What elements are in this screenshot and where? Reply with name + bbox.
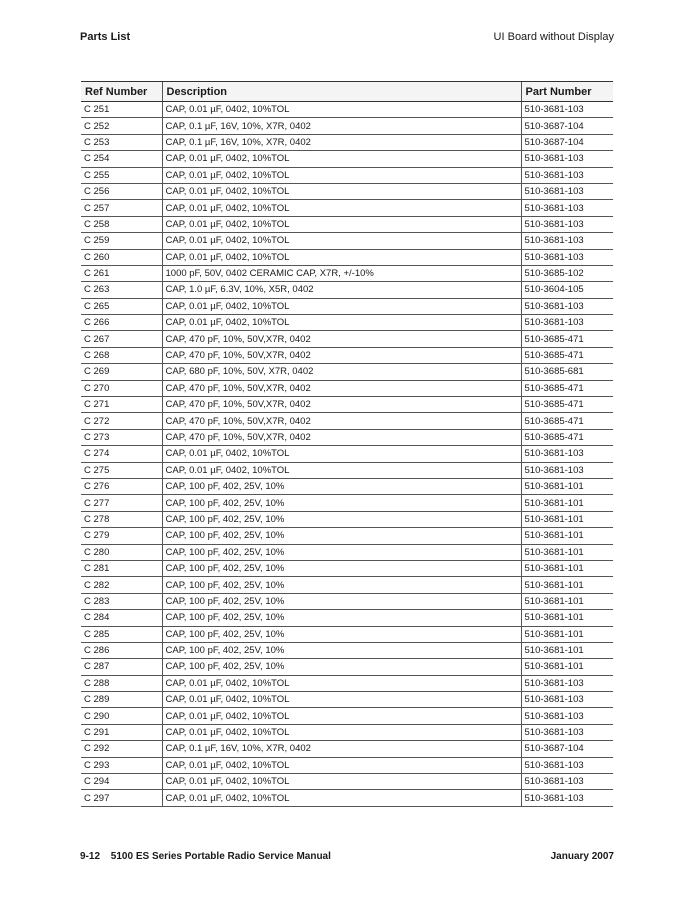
description-cell: CAP, 1.0 µF, 6.3V, 10%, X5R, 0402: [162, 282, 521, 298]
ref-number-cell: C 261: [81, 265, 162, 281]
column-header-ref-number: Ref Number: [81, 82, 162, 102]
ref-number-cell: C 290: [81, 708, 162, 724]
table-row: [81, 560, 613, 576]
table-row: [81, 183, 613, 199]
description-cell: CAP, 100 pF, 402, 25V, 10%: [162, 610, 521, 626]
description-cell: CAP, 100 pF, 402, 25V, 10%: [162, 659, 521, 675]
table-header-row: [81, 82, 613, 102]
table-row: [81, 315, 613, 331]
part-number-cell: 510-3685-681: [521, 364, 613, 380]
ref-number-cell: C 289: [81, 692, 162, 708]
description-cell: CAP, 100 pF, 402, 25V, 10%: [162, 544, 521, 560]
ref-number-cell: C 265: [81, 298, 162, 314]
ref-number-cell: C 251: [81, 102, 162, 118]
part-number-cell: 510-3681-103: [521, 200, 613, 216]
description-cell: CAP, 0.01 µF, 0402, 10%TOL: [162, 462, 521, 478]
table-row: [81, 478, 613, 494]
table-row: [81, 331, 613, 347]
footer-manual-title: 5100 ES Series Portable Radio Service Manual: [110, 851, 331, 862]
part-number-cell: 510-3681-101: [521, 495, 613, 511]
ref-number-cell: C 269: [81, 364, 162, 380]
description-cell: CAP, 0.01 µF, 0402, 10%TOL: [162, 757, 521, 773]
ref-number-cell: C 282: [81, 577, 162, 593]
description-cell: CAP, 0.01 µF, 0402, 10%TOL: [162, 183, 521, 199]
part-number-cell: 510-3681-103: [521, 167, 613, 183]
part-number-cell: 510-3604-105: [521, 282, 613, 298]
table-row: [81, 757, 613, 773]
ref-number-cell: C 253: [81, 134, 162, 150]
description-cell: CAP, 0.01 µF, 0402, 10%TOL: [162, 167, 521, 183]
ref-number-cell: C 252: [81, 118, 162, 134]
part-number-cell: 510-3681-101: [521, 528, 613, 544]
ref-number-cell: C 285: [81, 626, 162, 642]
ref-number-cell: C 293: [81, 757, 162, 773]
description-cell: CAP, 100 pF, 402, 25V, 10%: [162, 593, 521, 609]
ref-number-cell: C 266: [81, 315, 162, 331]
table-row: [81, 151, 613, 167]
table-row: [81, 446, 613, 462]
ref-number-cell: C 260: [81, 249, 162, 265]
footer-date: January 2007: [550, 851, 614, 862]
table-row: [81, 642, 613, 658]
ref-number-cell: C 292: [81, 741, 162, 757]
ref-number-cell: C 256: [81, 183, 162, 199]
table-row: [81, 610, 613, 626]
description-cell: CAP, 0.01 µF, 0402, 10%TOL: [162, 774, 521, 790]
description-cell: CAP, 0.01 µF, 0402, 10%TOL: [162, 249, 521, 265]
column-header-description: Description: [162, 82, 521, 102]
ref-number-cell: C 297: [81, 790, 162, 806]
ref-number-cell: C 275: [81, 462, 162, 478]
ref-number-cell: C 279: [81, 528, 162, 544]
description-cell: CAP, 0.01 µF, 0402, 10%TOL: [162, 724, 521, 740]
ref-number-cell: C 291: [81, 724, 162, 740]
table-row: [81, 675, 613, 691]
table-row: [81, 741, 613, 757]
part-number-cell: 510-3687-104: [521, 118, 613, 134]
description-cell: CAP, 100 pF, 402, 25V, 10%: [162, 642, 521, 658]
description-cell: CAP, 470 pF, 10%, 50V,X7R, 0402: [162, 429, 521, 445]
description-cell: CAP, 470 pF, 10%, 50V,X7R, 0402: [162, 413, 521, 429]
part-number-cell: 510-3681-103: [521, 233, 613, 249]
part-number-cell: 510-3685-471: [521, 397, 613, 413]
part-number-cell: 510-3681-103: [521, 446, 613, 462]
description-cell: CAP, 470 pF, 10%, 50V,X7R, 0402: [162, 397, 521, 413]
table-row: [81, 511, 613, 527]
description-cell: CAP, 100 pF, 402, 25V, 10%: [162, 577, 521, 593]
ref-number-cell: C 273: [81, 429, 162, 445]
part-number-cell: 510-3681-101: [521, 626, 613, 642]
part-number-cell: 510-3685-471: [521, 347, 613, 363]
table-row: [81, 429, 613, 445]
table-row: [81, 298, 613, 314]
description-cell: CAP, 0.01 µF, 0402, 10%TOL: [162, 151, 521, 167]
part-number-cell: 510-3681-101: [521, 659, 613, 675]
ref-number-cell: C 286: [81, 642, 162, 658]
table-row: [81, 380, 613, 396]
ref-number-cell: C 254: [81, 151, 162, 167]
part-number-cell: 510-3685-471: [521, 429, 613, 445]
description-cell: CAP, 100 pF, 402, 25V, 10%: [162, 495, 521, 511]
ref-number-cell: C 283: [81, 593, 162, 609]
part-number-cell: 510-3681-101: [521, 610, 613, 626]
ref-number-cell: C 257: [81, 200, 162, 216]
ref-number-cell: C 270: [81, 380, 162, 396]
ref-number-cell: C 281: [81, 560, 162, 576]
description-cell: CAP, 0.01 µF, 0402, 10%TOL: [162, 200, 521, 216]
description-cell: CAP, 100 pF, 402, 25V, 10%: [162, 626, 521, 642]
ref-number-cell: C 284: [81, 610, 162, 626]
part-number-cell: 510-3681-101: [521, 560, 613, 576]
ref-number-cell: C 274: [81, 446, 162, 462]
part-number-cell: 510-3681-103: [521, 298, 613, 314]
ref-number-cell: C 263: [81, 282, 162, 298]
parts-table-body: [81, 102, 613, 807]
table-row: [81, 724, 613, 740]
header-board-title: UI Board without Display: [493, 31, 614, 43]
table-row: [81, 102, 613, 118]
part-number-cell: 510-3681-101: [521, 577, 613, 593]
part-number-cell: 510-3681-103: [521, 774, 613, 790]
part-number-cell: 510-3681-103: [521, 462, 613, 478]
part-number-cell: 510-3681-103: [521, 216, 613, 232]
part-number-cell: 510-3681-103: [521, 315, 613, 331]
part-number-cell: 510-3681-101: [521, 511, 613, 527]
table-row: [81, 413, 613, 429]
table-row: [81, 364, 613, 380]
ref-number-cell: C 259: [81, 233, 162, 249]
part-number-cell: 510-3681-103: [521, 724, 613, 740]
part-number-cell: 510-3685-471: [521, 331, 613, 347]
table-row: [81, 462, 613, 478]
description-cell: CAP, 0.01 µF, 0402, 10%TOL: [162, 298, 521, 314]
table-row: [81, 167, 613, 183]
parts-table: [81, 81, 613, 807]
part-number-cell: 510-3681-101: [521, 642, 613, 658]
description-cell: CAP, 0.01 µF, 0402, 10%TOL: [162, 233, 521, 249]
ref-number-cell: C 294: [81, 774, 162, 790]
table-row: [81, 216, 613, 232]
description-cell: CAP, 0.1 µF, 16V, 10%, X7R, 0402: [162, 134, 521, 150]
description-cell: CAP, 470 pF, 10%, 50V,X7R, 0402: [162, 380, 521, 396]
ref-number-cell: C 280: [81, 544, 162, 560]
part-number-cell: 510-3681-103: [521, 249, 613, 265]
part-number-cell: 510-3681-101: [521, 544, 613, 560]
ref-number-cell: C 276: [81, 478, 162, 494]
table-row: [81, 790, 613, 806]
part-number-cell: 510-3681-103: [521, 692, 613, 708]
description-cell: CAP, 0.01 µF, 0402, 10%TOL: [162, 790, 521, 806]
description-cell: CAP, 0.1 µF, 16V, 10%, X7R, 0402: [162, 741, 521, 757]
table-row: [81, 200, 613, 216]
description-cell: CAP, 0.01 µF, 0402, 10%TOL: [162, 315, 521, 331]
column-header-part-number: Part Number: [521, 82, 613, 102]
table-row: [81, 692, 613, 708]
table-row: [81, 347, 613, 363]
table-row: [81, 233, 613, 249]
table-row: [81, 249, 613, 265]
part-number-cell: 510-3687-104: [521, 134, 613, 150]
header-section-title: Parts List: [80, 31, 131, 43]
description-cell: CAP, 0.01 µF, 0402, 10%TOL: [162, 692, 521, 708]
description-cell: CAP, 0.01 µF, 0402, 10%TOL: [162, 446, 521, 462]
ref-number-cell: C 255: [81, 167, 162, 183]
table-row: [81, 265, 613, 281]
description-cell: 1000 pF, 50V, 0402 CERAMIC CAP, X7R, +/-10%: [162, 265, 521, 281]
description-cell: CAP, 0.01 µF, 0402, 10%TOL: [162, 708, 521, 724]
description-cell: CAP, 0.01 µF, 0402, 10%TOL: [162, 675, 521, 691]
part-number-cell: 510-3681-103: [521, 675, 613, 691]
description-cell: CAP, 0.01 µF, 0402, 10%TOL: [162, 216, 521, 232]
part-number-cell: 510-3681-101: [521, 593, 613, 609]
description-cell: CAP, 0.1 µF, 16V, 10%, X7R, 0402: [162, 118, 521, 134]
description-cell: CAP, 680 pF, 10%, 50V, X7R, 0402: [162, 364, 521, 380]
ref-number-cell: C 277: [81, 495, 162, 511]
ref-number-cell: C 288: [81, 675, 162, 691]
part-number-cell: 510-3681-103: [521, 757, 613, 773]
ref-number-cell: C 267: [81, 331, 162, 347]
table-row: [81, 577, 613, 593]
table-row: [81, 528, 613, 544]
part-number-cell: 510-3681-103: [521, 183, 613, 199]
ref-number-cell: C 258: [81, 216, 162, 232]
table-row: [81, 397, 613, 413]
ref-number-cell: C 278: [81, 511, 162, 527]
ref-number-cell: C 287: [81, 659, 162, 675]
part-number-cell: 510-3681-103: [521, 102, 613, 118]
footer-left: [80, 851, 331, 862]
part-number-cell: 510-3685-471: [521, 413, 613, 429]
ref-number-cell: C 272: [81, 413, 162, 429]
description-cell: CAP, 100 pF, 402, 25V, 10%: [162, 478, 521, 494]
description-cell: CAP, 100 pF, 402, 25V, 10%: [162, 560, 521, 576]
table-row: [81, 134, 613, 150]
part-number-cell: 510-3681-103: [521, 790, 613, 806]
part-number-cell: 510-3685-102: [521, 265, 613, 281]
part-number-cell: 510-3687-104: [521, 741, 613, 757]
table-row: [81, 659, 613, 675]
ref-number-cell: C 268: [81, 347, 162, 363]
table-row: [81, 708, 613, 724]
part-number-cell: 510-3681-101: [521, 478, 613, 494]
table-row: [81, 282, 613, 298]
description-cell: CAP, 100 pF, 402, 25V, 10%: [162, 511, 521, 527]
description-cell: CAP, 470 pF, 10%, 50V,X7R, 0402: [162, 331, 521, 347]
part-number-cell: 510-3681-103: [521, 708, 613, 724]
description-cell: CAP, 470 pF, 10%, 50V,X7R, 0402: [162, 347, 521, 363]
part-number-cell: 510-3681-103: [521, 151, 613, 167]
table-row: [81, 593, 613, 609]
ref-number-cell: C 271: [81, 397, 162, 413]
part-number-cell: 510-3685-471: [521, 380, 613, 396]
table-row: [81, 774, 613, 790]
footer-page-number: 9-12: [80, 851, 101, 862]
description-cell: CAP, 100 pF, 402, 25V, 10%: [162, 528, 521, 544]
table-row: [81, 118, 613, 134]
table-row: [81, 626, 613, 642]
table-row: [81, 495, 613, 511]
description-cell: CAP, 0.01 µF, 0402, 10%TOL: [162, 102, 521, 118]
table-row: [81, 544, 613, 560]
